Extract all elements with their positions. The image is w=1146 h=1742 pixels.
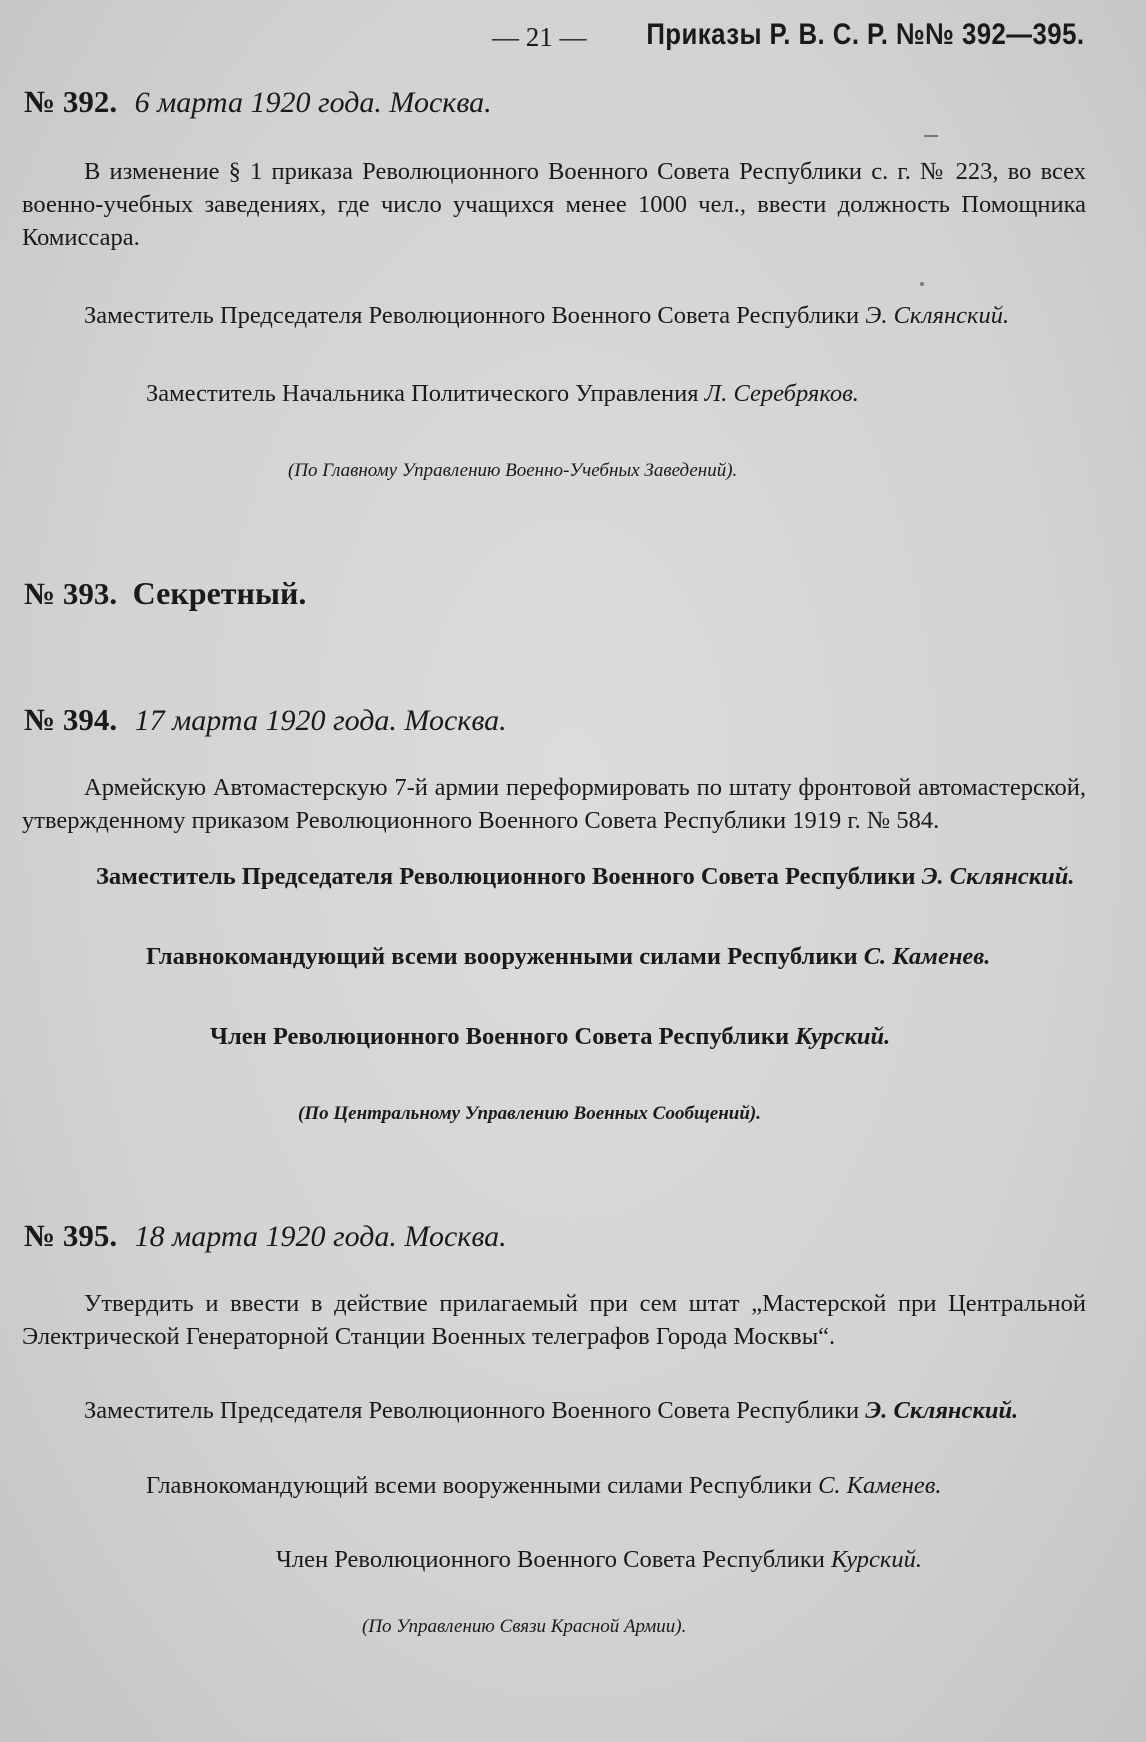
signature-title: Главнокомандующий всеми вооруженными силами Республики [146,943,858,970]
order-393-heading [24,575,306,612]
signature-title: Главнокомандующий всеми вооруженными силами Республики [146,1472,812,1499]
scan-mark [924,135,938,137]
running-title: Приказы Р. В. С. Р. №№ 392—395. [645,18,1084,51]
signature-title: Заместитель Председателя Революционного Военного Совета Республики [96,863,916,890]
order-number: № 394. [24,702,118,737]
order-394-heading [24,702,507,738]
order-392-department: (По Главному Управлению Военно-Учебных Заведений). [288,460,738,481]
signature-title: Член Революционного Военного Совета Республики [276,1546,825,1573]
order-395-department: (По Управлению Связи Красной Армии). [362,1616,687,1637]
order-392-body: В изменение § 1 приказа Революционного Военного Совета Республики с. г. № 223, во всех военно-учебных заведениях, где число учащихся менее 1000 чел., ввести должность Помощника Комиссара. [22,158,1086,251]
order-392-heading [24,84,492,120]
signature-name: С. Каменев. [818,1472,942,1499]
order-date: 17 марта 1920 года. Москва. [134,704,507,737]
signature-name: Э. Склянский. [921,863,1075,890]
order-394-signature-2 [146,943,990,971]
order-number: № 393. [24,576,118,611]
scan-mark [920,282,924,286]
signature-title: Заместитель Начальника Политического Управления [146,380,699,407]
order-number: № 392. [24,84,118,119]
signature-title: Член Революционного Военного Совета Республики [210,1023,790,1050]
order-date: 6 марта 1920 года. Москва. [134,86,492,119]
signature-name: Курский. [795,1023,891,1050]
order-395-body: Утвердить и ввести в действие прилагаемый при сем штат „Мастерской при Центральной Электрической Генераторной Станции Военных телеграфов Города Москвы“. [22,1290,1086,1350]
signature-name: Э. Склянский. [865,1397,1019,1424]
signature-name: Э. Склянский. [865,302,1010,329]
order-392-signature-2 [146,380,859,408]
order-392-signature-1 [84,302,1009,330]
order-394-department: (По Центральному Управлению Военных Сообщений). [298,1103,761,1124]
order-394-body: Армейскую Автомастерскую 7-й армии переформировать по штату фронтовой автомастерской, утвержденному приказом Революционного Военного Совета Республики 1919 г. № 584. [22,774,1086,834]
signature-name: С. Каменев. [863,943,991,970]
order-title: Секретный. [132,575,307,611]
signature-title: Заместитель Председателя Революционного Военного Совета Республики [84,1397,860,1424]
signature-name: Л. Серебряков. [704,380,859,407]
order-394-signature-3 [210,1023,890,1051]
order-395-heading [24,1218,507,1254]
order-395-signature-1 [84,1397,1018,1425]
signature-title: Заместитель Председателя Революционного Военного Совета Республики [84,302,860,329]
signature-name: Курский. [831,1546,923,1573]
order-number: № 395. [24,1218,118,1253]
order-395-signature-3 [276,1546,922,1574]
order-date: 18 марта 1920 года. Москва. [134,1220,507,1253]
page-number: — 21 — [492,22,587,52]
order-394-signature-1 [96,863,1075,891]
order-395-signature-2 [146,1472,942,1500]
